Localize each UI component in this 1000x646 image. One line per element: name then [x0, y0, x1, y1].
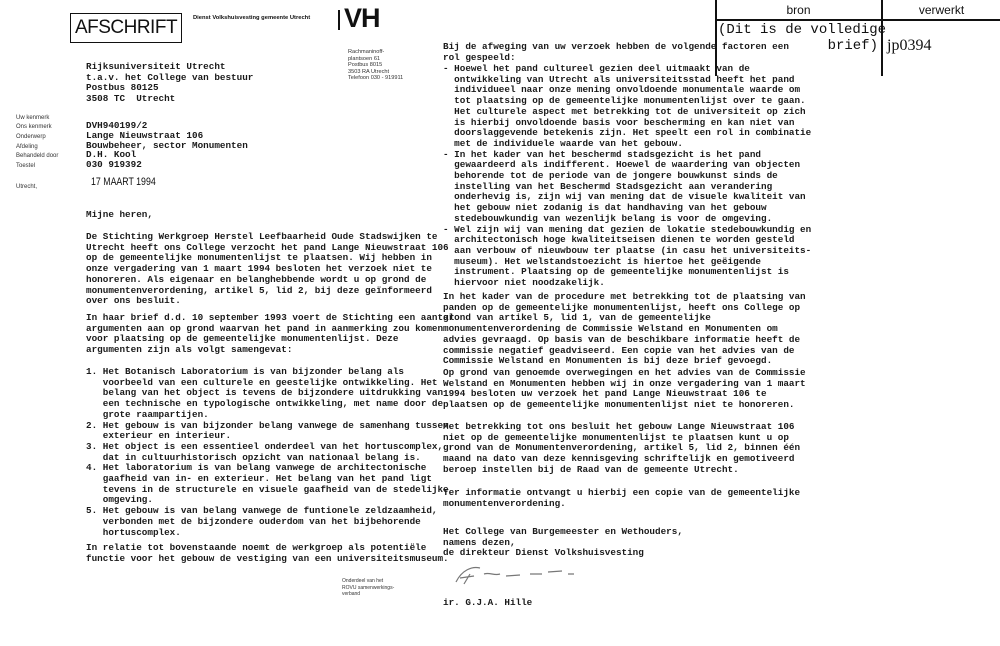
date-stamp: 17 MAART 1994	[91, 176, 156, 188]
signatory-name: ir. G.J.A. Hille	[443, 597, 533, 608]
paragraph: Met betrekking tot ons besluit het gebouw Lange Nieuwstraat 106 niet op de gemeentelijke monumentenlijst te plaatsen kunt u op grond van de Monumentenverordening, artikel 5, lid 2, binnen één maand na dato van deze kennisgeving schriftelijk en gemotiveerd beroep instellen bij de Raad van de gemeente Utrecht.	[443, 421, 801, 475]
paragraph: Ter informatie ontvangt u hierbij een copie van de gemeentelijke monumentenverordening.	[443, 487, 801, 509]
behandeld-door-value: D.H. Kool	[86, 149, 137, 160]
recipient-address: Rijksuniversiteit Utrecht t.a.v. het College van bestuur Postbus 80125 3508 TC Utrecht	[86, 61, 254, 104]
department-name: Dienst Volkshuisvesting gemeente Utrecht	[193, 15, 311, 21]
vh-logo: VH	[344, 3, 380, 33]
salutation: Mijne heren,	[86, 209, 153, 220]
label-toestel: Toestel	[16, 163, 36, 169]
onderwerp-value: Lange Nieuwstraat 106	[86, 130, 204, 141]
label-ons-kenmerk: Ons kenmerk	[16, 124, 52, 130]
sender-address: Rachmaninoff- plantsoen 61 Postbus 8015 3503 RA Utrecht Telefoon 030 - 919911	[348, 49, 404, 82]
label-uw-kenmerk: Uw kenmerk	[16, 115, 50, 121]
paragraph: Op grond van genoemde overwegingen en het advies van de Commissie Welstand en Monumenten hebben wij in onze vergadering van 1 maart 1994 besloten uw verzoek het pand Lange Nieuwstraat 106 te plaatsen op de gemeentelijke monumentenlijst niet te honoreren.	[443, 367, 806, 411]
factor-list: - Hoewel het pand cultureel gezien deel uitmaakt van de ontwikkeling van Utrecht als universiteitsstad heeft het pand individueel naar onze mening onvoldoende monumentale waarde om tot plaatsing op de gemeentelijke monumentenlijst over te gaan. Het culturele aspect met betrekking tot de universiteit op zich is hierbij onvoldoende basis voor bescherming en kan niet van doorslaggevende betekenis zijn. Het speelt een rol in combinatie met de individuele waarde van het gebouw. - In het kader van het beschermd stadsgezicht is het pand gewaardeerd als indifferent. Hoewel de waardering van objecten behorende tot de periode van de jongere bouwkunst sinds de instelling van het Beschermd Stadsgezicht aan verandering onderhevig is, zijn wij van mening dat de visuele kwaliteit van het gebouw niet zodanig is dat handhaving van het gebouw stedebouwkundig van wezenlijk belang is voor de omgeving. - Wel zijn wij van mening dat gezien de lokatie stedebouwkundig en architectonisch hoge kwaliteitseisen dienen te worden gesteld aan verbouw of nieuwbouw ter plaatse (in casu het universiteits- museum). Het welstandstoezicht is hiertoe het geëigende instrument. Plaatsing op de gemeentelijke monumentenlijst is hiervoor niet noodzakelijk.	[443, 63, 812, 289]
label-onderwerp: Onderwerp	[16, 134, 46, 140]
processed-code: jp0394	[887, 37, 932, 54]
source-note-line2: brief)	[827, 38, 878, 54]
table-line	[715, 19, 1000, 21]
toestel-value: 030 919392	[86, 159, 142, 170]
closing: Het College van Burgemeester en Wethouders, namens dezen, de direkteur Dienst Volkshuisvesting	[443, 526, 683, 559]
paragraph: De Stichting Werkgroep Herstel Leefbaarheid Oude Stadswijken te Utrecht heeft ons College verzocht het pand Lange Nieuwstraat 106 op de gemeentelijke monumentenlijst te plaatsen. Wij hebben in onze vergadering van 1 maart 1994 besloten het verzoek niet te honoreren. Als eigenaar en belanghebbende wordt u op grond de monumentenverordening, artikel 5, lid 2, bij deze geïnformeerd over ons besluit.	[86, 231, 449, 307]
paragraph: In het kader van de procedure met betrekking tot de plaatsing van panden op de gemeentelijke monumentenlijst, heeft ons College op grond van artikel 5, lid 1, van de gemeentelijke monumentenverordening de Commissie Welstand en Monumenten om advies gevraagd. Op basis van de beschikbare informatie heeft de commissie negatief geadviseerd. Een copie van het advies van de Commissie Welstand en Monumenten is bij deze brief gevoegd.	[443, 291, 806, 367]
label-place: Utrecht,	[16, 184, 38, 190]
paragraph: In haar brief d.d. 10 september 1993 voert de Stichting een aantal argumenten aan op grond waarvan het pand in aanmerking zou komen voor plaatsing op de gemeentelijke monumentenlijst. Deze argumenten zijn als volgt samengevat:	[86, 312, 455, 356]
column-header-verwerkt: verwerkt	[918, 3, 965, 17]
footer-note: Onderdeel van het ROVU samenwerkings- verband	[342, 578, 395, 598]
argument-list: 1. Het Botanisch Laboratorium is van bijzonder belang als voorbeeld van een culturele en geestelijke ontwikkeling. Het belang van het object is tevens de bijzondere uitdrukking van een technische en typologische ontwikkeling, met name door de grote raampartijen. 2. Het gebouw is van bijzonder belang vanwege de samenhang tussen exterieur en interieur. 3. Het object is een essentieel onderdeel van het hortuscomplex, dat in cultuurhistorisch opzicht van nationaal belang is. 4. Het laboratorium is van belang vanwege de architectonische gaafheid van in- en exterieur. Het belang van het pand ligt tevens in de structurele en visuele gaafheid van de stedelijke omgeving. 5. Het gebouw is van belang vanwege de funtionele zeldzaamheid, verbonden met de bijzondere ouderdom van het bijbehorende hortuscomplex.	[86, 366, 449, 538]
source-note-line1: (Dit is de volledige	[718, 22, 887, 38]
afdeling-value: Bouwbeheer, sector Monumenten	[86, 140, 248, 151]
paragraph: Bij de afweging van uw verzoek hebben de volgende factoren een rol gespeeld:	[443, 41, 789, 63]
logo-divider	[338, 10, 340, 30]
label-afdeling: Afdeling	[16, 144, 38, 150]
column-header-bron: bron	[786, 3, 811, 17]
label-behandeld-door: Behandeld door	[16, 153, 59, 159]
signature	[450, 562, 590, 588]
ons-kenmerk-value: DVH940199/2	[86, 120, 148, 131]
afschrift-stamp: AFSCHRIFT	[70, 13, 182, 43]
paragraph: In relatie tot bovenstaande noemt de werkgroep als potentiële functie voor het gebouw de vestiging van een universiteitsmuseum.	[86, 542, 449, 564]
